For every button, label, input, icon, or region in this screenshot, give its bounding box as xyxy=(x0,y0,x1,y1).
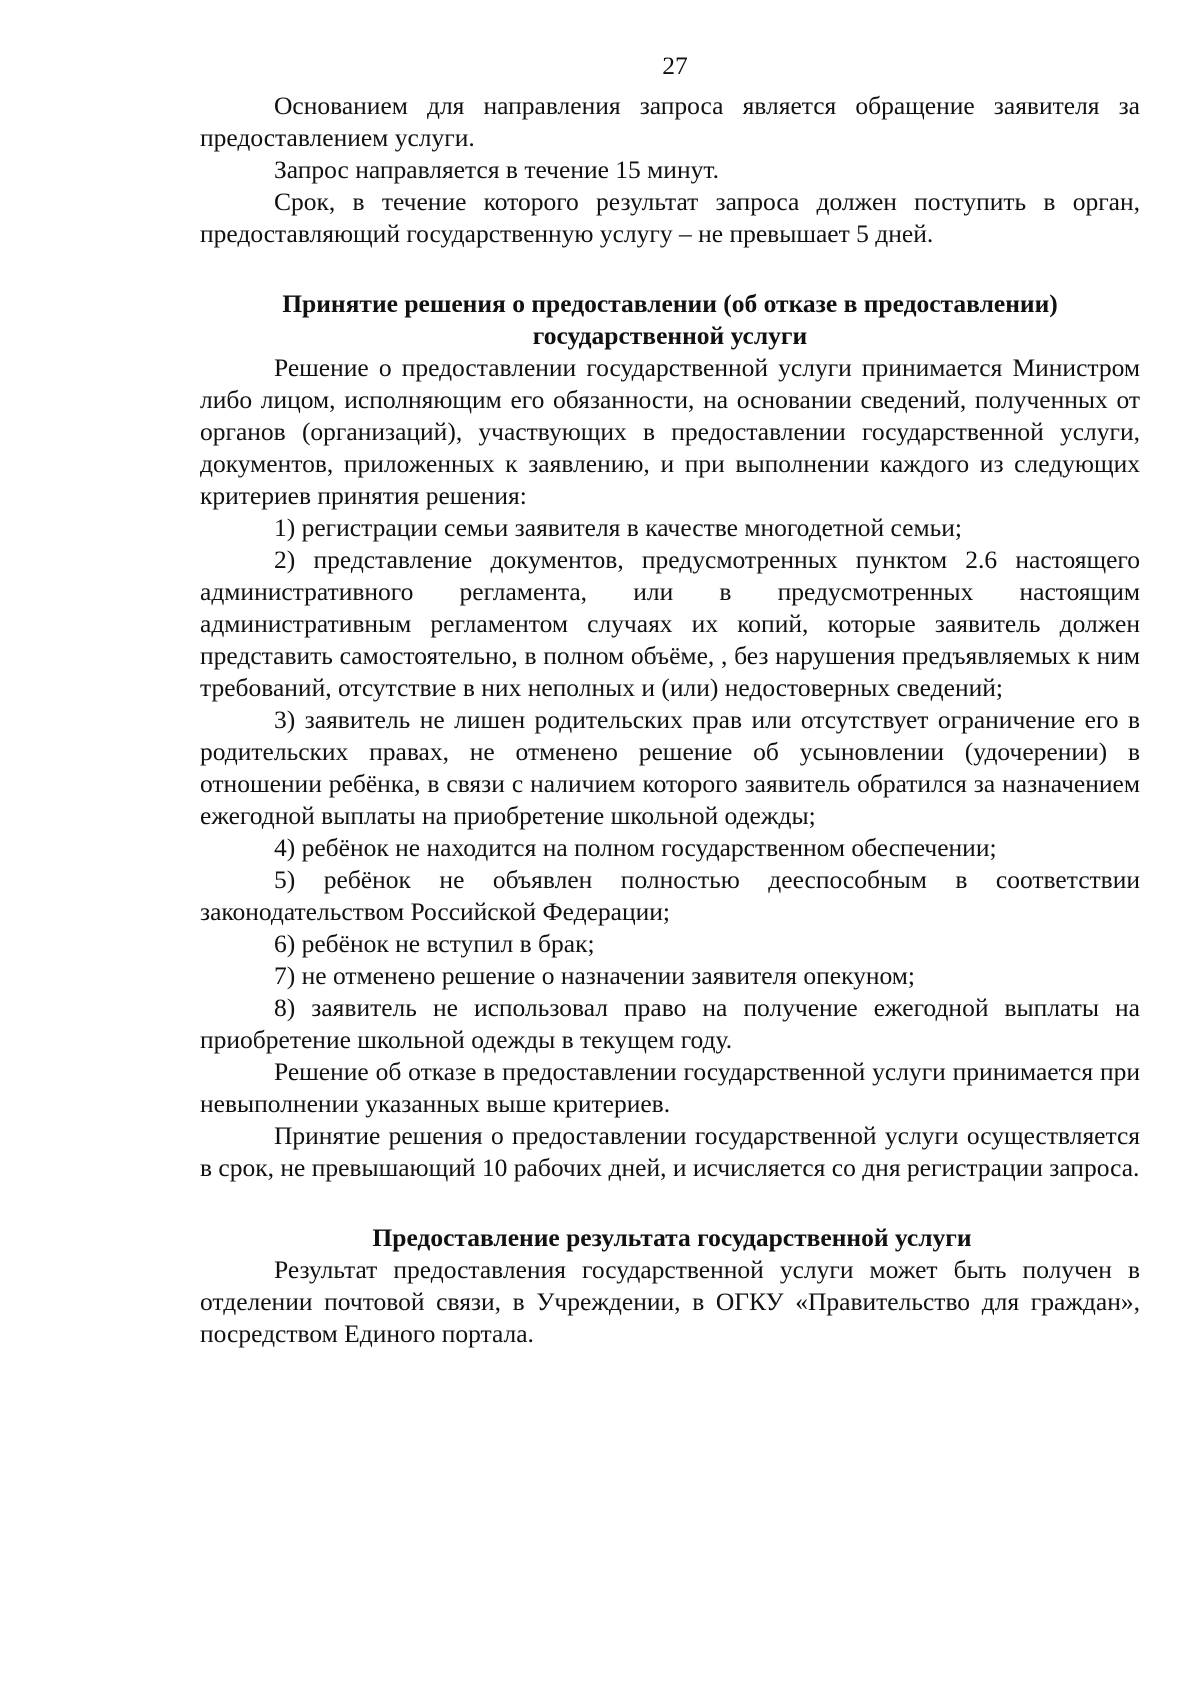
criterion-item: 4) ребёнок не находится на полном государственном обеспечении; xyxy=(274,833,997,862)
paragraph-response-deadline: Срок, в течение которого результат запроса должен поступить в орган, предоставляющий государственную услугу – не превышает 5 дней. xyxy=(200,187,1140,248)
criterion-item: 8) заявитель не использовал право на получение ежегодной выплаты на приобретение школьной одежды в текущем году. xyxy=(200,993,1140,1054)
paragraph-request-time: Запрос направляется в течение 15 минут. xyxy=(274,155,719,184)
criterion-item: 3) заявитель не лишен родительских прав или отсутствует ограничение его в родительских правах, не отменено решение об усыновлении (удочерении) в отношении ребёнка, в связи с наличием которого заявитель обратился за назначением ежегодной выплаты на приобретение школьной одежды; xyxy=(200,705,1140,830)
criterion-item: 5) ребёнок не объявлен полностью дееспособным в соответствии законодательством Российской Федерации; xyxy=(200,865,1140,926)
heading-result: Предоставление результата государственной услуги xyxy=(372,1223,972,1252)
paragraph-refusal: Решение об отказе в предоставлении государственной услуги принимается при невыполнении указанных выше критериев. xyxy=(200,1057,1140,1118)
criterion-item: 1) регистрации семьи заявителя в качестве многодетной семьи; xyxy=(274,513,962,542)
criterion-item: 6) ребёнок не вступил в брак; xyxy=(274,929,595,958)
paragraph-decision-deadline: Принятие решения о предоставлении государственной услуги осуществляется в срок, не превышающий 10 рабочих дней, и исчисляется со дня регистрации запроса. xyxy=(200,1121,1140,1182)
paragraph-request-basis: Основанием для направления запроса является обращение заявителя за предоставлением услуги. xyxy=(200,91,1140,152)
document-page xyxy=(200,50,1140,1350)
paragraph-decision-intro: Решение о предоставлении государственной услуги принимается Министром либо лицом, исполняющим его обязанности, на основании сведений, полученных от органов (организаций), участвующих в предоставлении государственной услуги, документов, приложенных к заявлению, и при выполнении каждого из следующих критериев принятия решения: xyxy=(200,353,1140,510)
heading-decision: Принятие решения о предоставлении (об отказе в предоставлении) государственной услуги xyxy=(282,289,1058,350)
paragraph-result: Результат предоставления государственной услуги может быть получен в отделении почтовой связи, в Учреждении, в ОГКУ «Правительство для граждан», посредством Единого портала. xyxy=(200,1255,1140,1348)
criterion-item: 7) не отменено решение о назначении заявителя опекуном; xyxy=(274,961,915,990)
criterion-item: 2) представление документов, предусмотренных пунктом 2.6 настоящего административного регламента, или в предусмотренных настоящим административным регламентом случаях их копий, которые заявитель должен представить самостоятельно, в полном объёме, , без нарушения предъявляемых к ним требований, отсутствие в них неполных и (или) недостоверных сведений; xyxy=(200,545,1140,702)
page-number: 27 xyxy=(662,51,688,80)
